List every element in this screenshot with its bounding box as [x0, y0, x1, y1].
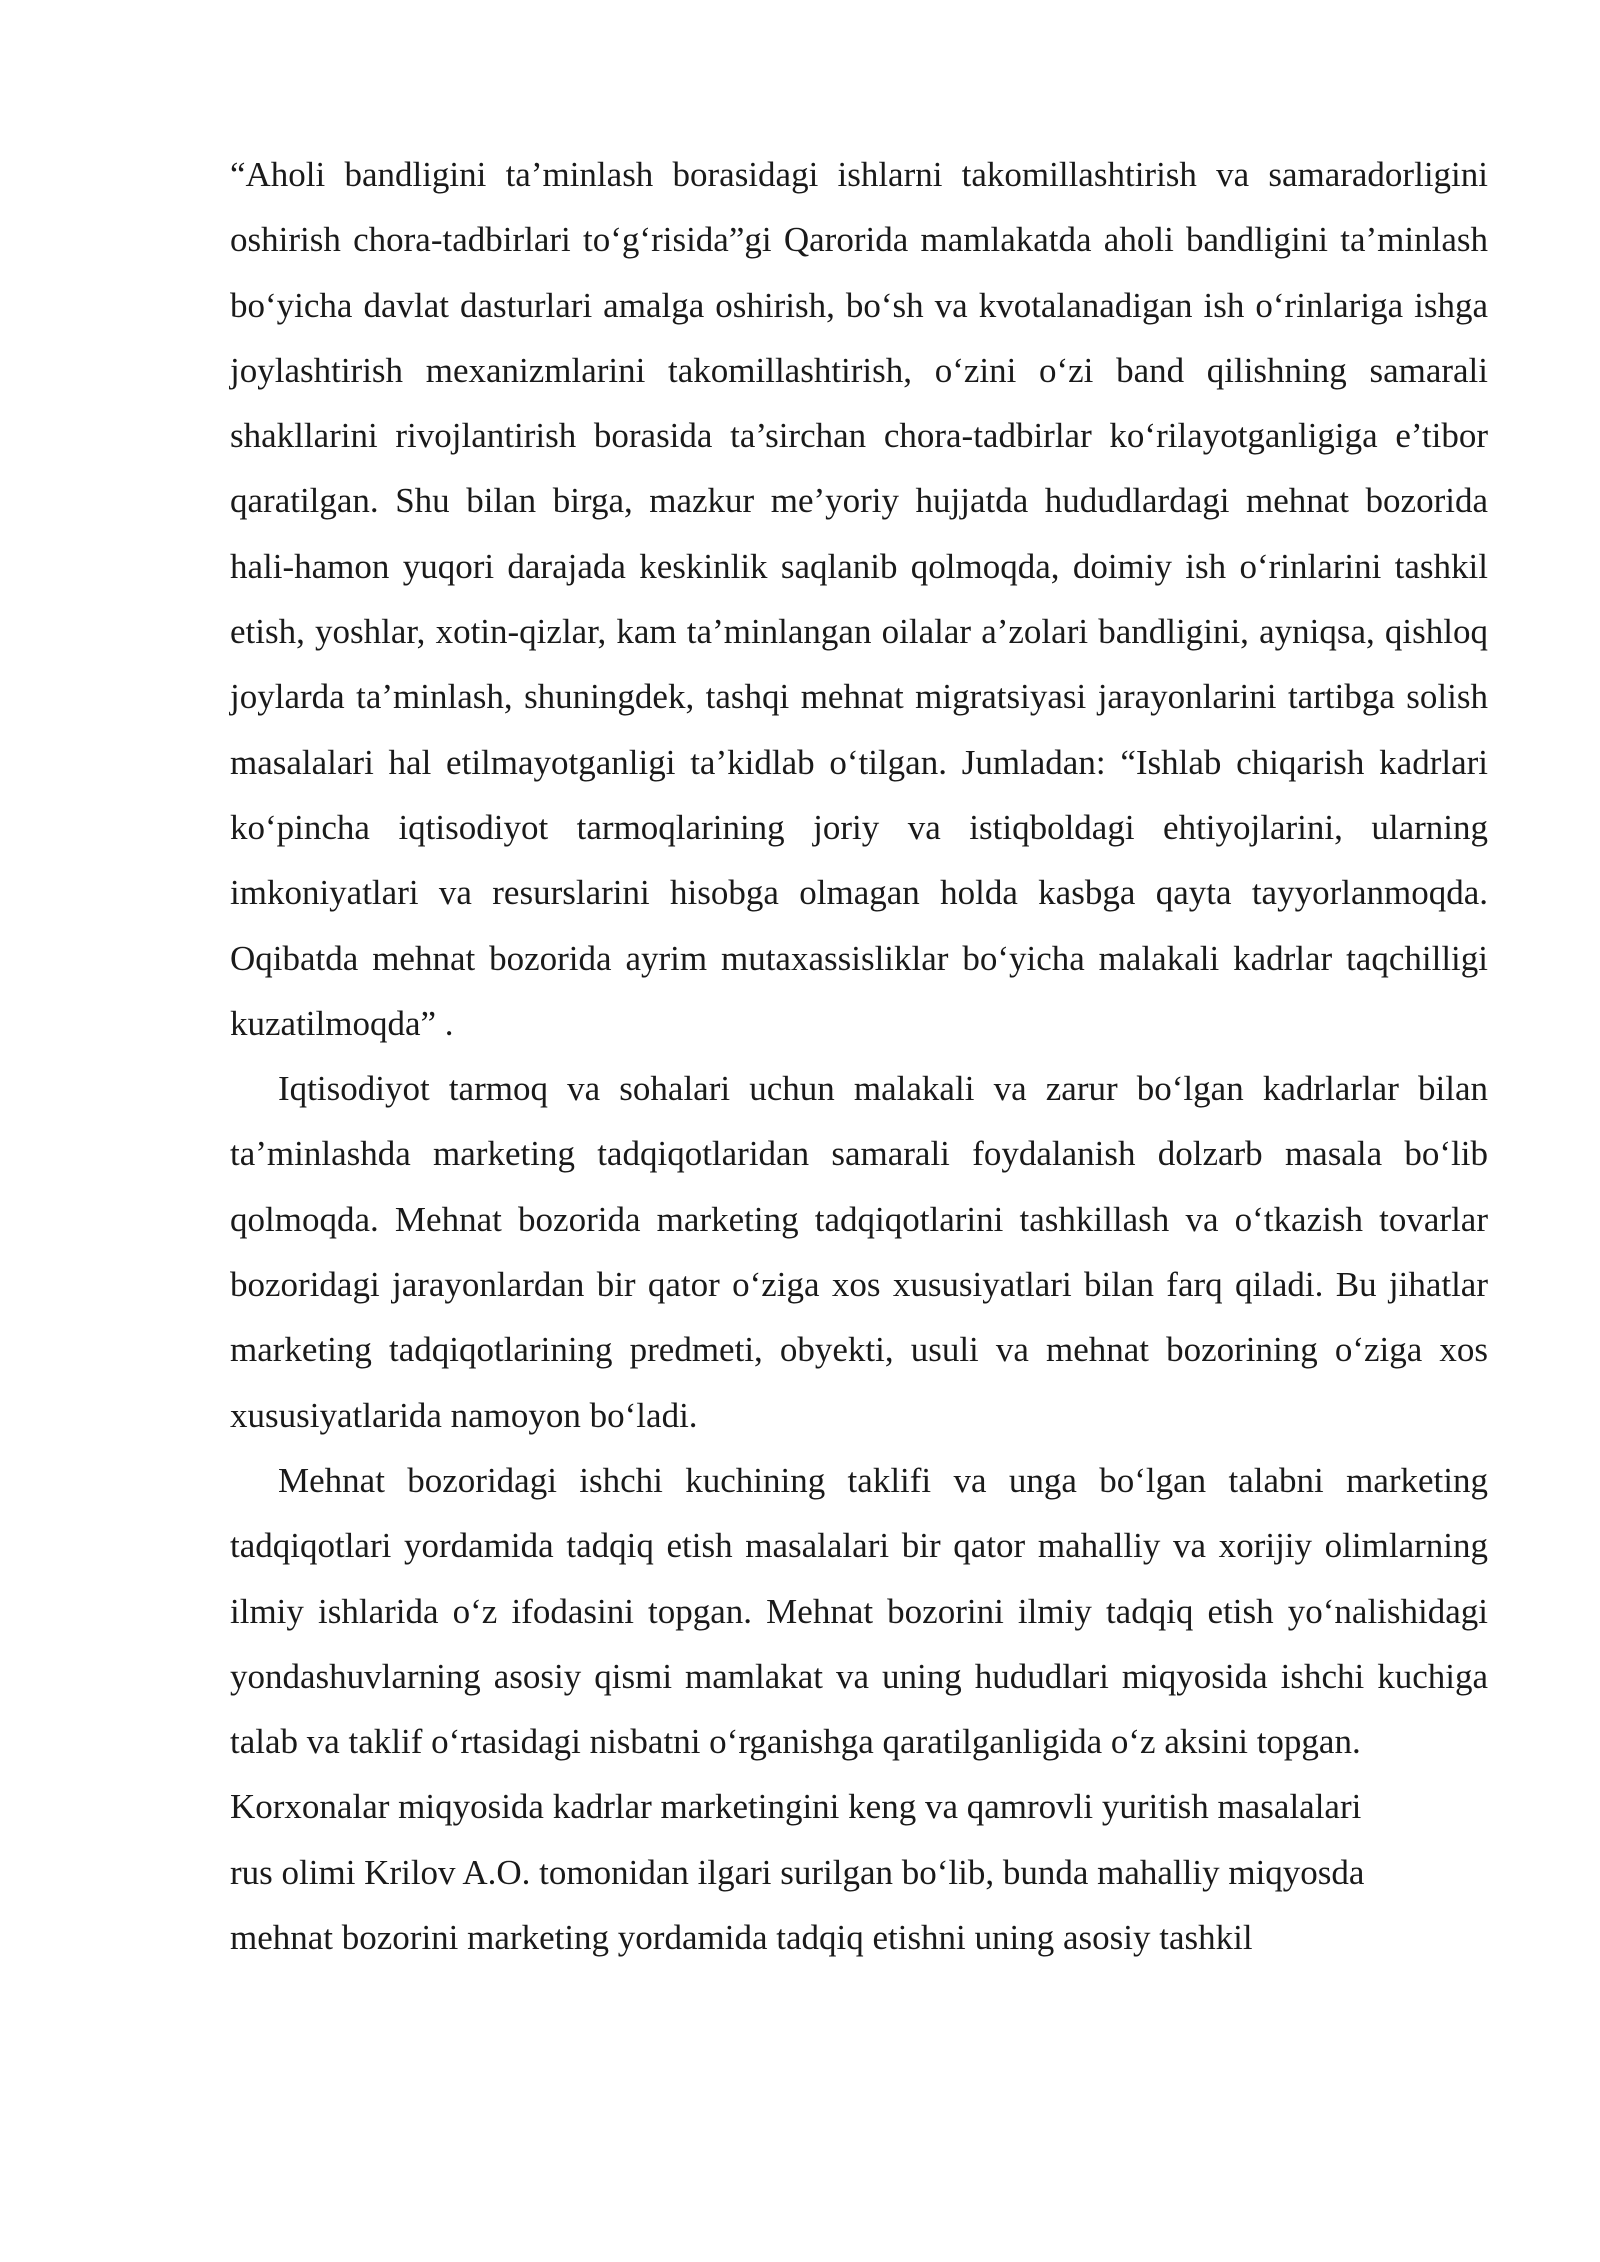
paragraph-4-line-2: rus olimi Krilov A.O. tomonidan ilgari surilgan bo‘lib, bunda mahalliy miqyosda [230, 1852, 1365, 1892]
paragraph-4 [230, 1774, 1460, 1970]
paragraph-3: Mehnat bozoridagi ishchi kuchining taklifi va unga bo‘lgan talabni marketing tadqiqotlari yordamida tadqiq etish masalalari bir qator mahalliy va xorijiy olimlarning ilmiy ishlarida o‘z ifodasini topgan. Mehnat bozorini ilmiy tadqiq etish yo‘nalishidagi yondashuvlarning asosiy qismi mamlakat va uning hududlari miqyosida ishchi kuchiga talab va taklif o‘rtasidagi nisbatni o‘rganishga qaratilganligida o‘z aksini topgan. [230, 1460, 1488, 1762]
body-text [230, 142, 1488, 1970]
paragraph-1: “Aholi bandligini ta’minlash borasidagi ishlarni takomillashtirish va samaradorligini oshirish chora-tadbirlari to‘g‘risida”gi Qarorida mamlakatda aholi bandligini ta’minlash bo‘yicha davlat dasturlari amalga oshirish, bo‘sh va kvotalanadigan ish o‘rinlariga ishga joylashtirish mexanizmlarini takomillashtirish, o‘zini o‘zi band qilishning samarali shakllarini rivojlantirish borasida ta’sirchan chora-tadbirlar ko‘rilayotganligiga e’tibor qaratilgan. Shu bilan birga, mazkur me’yoriy hujjatda hududlardagi mehnat bozorida hali-hamon yuqori darajada keskinlik saqlanib qolmoqda, doimiy ish o‘rinlarini tashkil etish, yoshlar, xotin-qizlar, kam ta’minlangan oilalar a’zolari bandligini, ayniqsa, qishloq joylarda ta’minlash, shuningdek, tashqi mehnat migratsiyasi jarayonlarini tartibga solish masalalari hal etilmayotganligi ta’kidlab o‘tilgan. Jumladan: “Ishlab chiqarish kadrlari ko‘pincha iqtisodiyot tarmoqlarining joriy va istiqboldagi ehtiyojlarini, ularning imkoniyatlari va resurslarini hisobga olmagan holda kasbga qayta tayyorlanmoqda. Oqibatda mehnat bozorida ayrim mutaxassisliklar bo‘yicha malakali kadrlar taqchilligi kuzatilmoqda” . [230, 155, 1488, 1043]
paragraph-2: Iqtisodiyot tarmoq va sohalari uchun malakali va zarur bo‘lgan kadrlarlar bilan ta’minlashda marketing tadqiqotlaridan samarali foydalanish dolzarb masala bo‘lib qolmoqda. Mehnat bozorida marketing tadqiqotlarini tashkillash va o‘tkazish tovarlar bozoridagi jarayonlardan bir qator o‘ziga xos xususiyatlari bilan farq qiladi. Bu jihatlar marketing tadqiqotlarining predmeti, obyekti, usuli va mehnat bozorining o‘ziga xos xususiyatlarida namoyon bo‘ladi. [230, 1069, 1488, 1435]
paragraph-4-line-1: Korxonalar miqyosida kadrlar marketingini keng va qamrovli yuritish masalalari [230, 1787, 1362, 1827]
paragraph-4-line-3: mehnat bozorini marketing yordamida tadqiq etishni uning asosiy tashkil [230, 1918, 1253, 1958]
